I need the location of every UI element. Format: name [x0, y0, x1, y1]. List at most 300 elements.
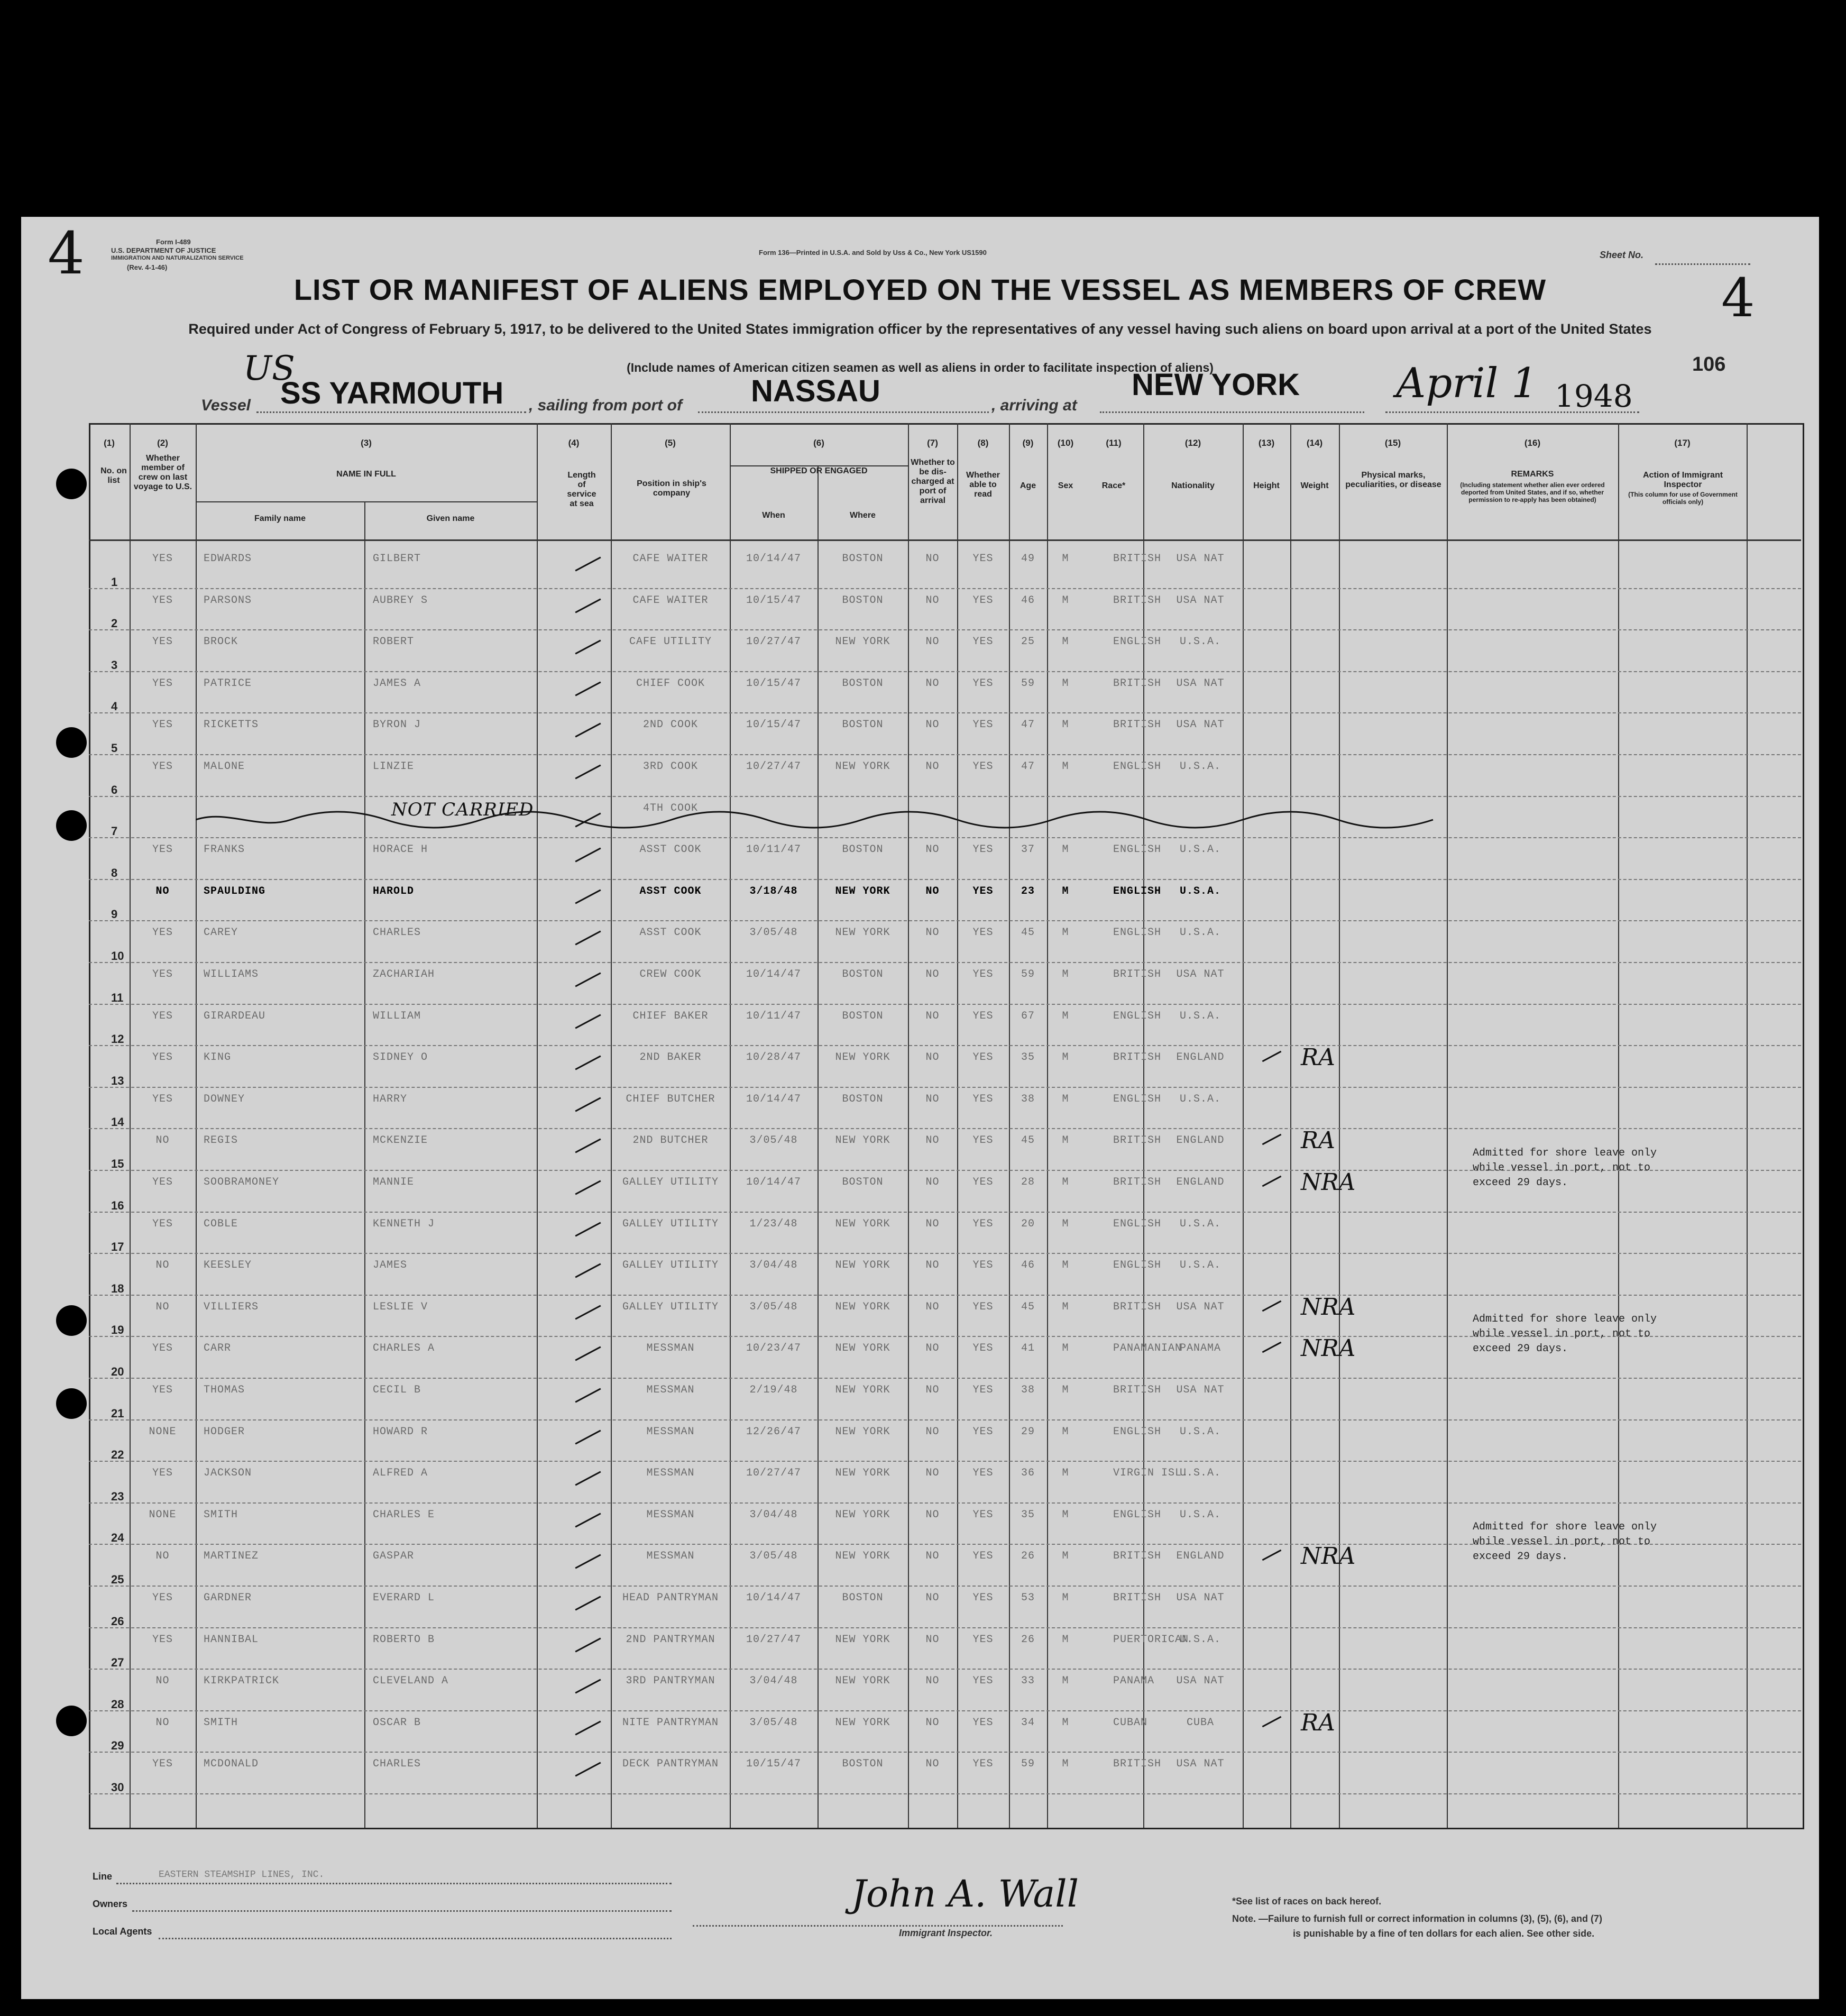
cell-shipped-when: 10/14/47	[746, 1093, 801, 1105]
inspector-mark: NRA	[1301, 1335, 1356, 1362]
cell-given-name: LINZIE	[373, 760, 415, 773]
row-number: 2	[111, 617, 118, 630]
cell-shipped-when: 3/04/48	[749, 1259, 798, 1272]
cell-able-to-read: YES	[972, 1384, 994, 1396]
col17-header: Action of Immigrant Inspector	[1642, 471, 1723, 489]
cell-race: ENGLISH	[1113, 927, 1162, 939]
table-row-divider	[89, 588, 1801, 589]
col13-number: (13)	[1258, 438, 1275, 448]
col-divider	[908, 423, 909, 1828]
cell-discharged: NO	[925, 1093, 940, 1105]
row-number: 11	[111, 991, 124, 1004]
agents-underline	[159, 1938, 672, 1939]
cell-family-name: SOOBRAMONEY	[204, 1176, 280, 1188]
cell-race: ENGLISH	[1113, 885, 1162, 897]
cell-age: 46	[1021, 594, 1035, 607]
cell-sex: M	[1062, 677, 1069, 690]
cell-nationality: USA NAT	[1176, 1384, 1225, 1396]
cell-age: 41	[1021, 1342, 1035, 1355]
cell-able-to-read: YES	[972, 1259, 994, 1272]
cell-able-to-read: YES	[972, 719, 994, 731]
cell-given-name: AUBREY S	[373, 594, 428, 607]
cell-given-name: JAMES	[373, 1259, 408, 1272]
cell-shipped-where: BOSTON	[842, 1592, 884, 1604]
cell-nationality: ENGLAND	[1176, 1051, 1225, 1064]
cell-shipped-where: NEW YORK	[835, 1675, 890, 1688]
cell-shipped-when: 1/23/48	[749, 1217, 798, 1230]
cell-able-to-read: YES	[972, 968, 994, 980]
cell-family-name: REGIS	[204, 1134, 238, 1147]
cell-previous-voyage: YES	[152, 760, 173, 773]
cell-sex: M	[1062, 1467, 1069, 1480]
cell-race: BRITISH	[1113, 1300, 1162, 1313]
handwritten-sheet-mark: 4	[48, 219, 85, 287]
cell-position: DECK PANTRYMAN	[622, 1758, 719, 1771]
cell-age: 29	[1021, 1425, 1035, 1438]
cell-position: ASST COOK	[639, 885, 702, 897]
cell-nationality: USA NAT	[1176, 1758, 1225, 1771]
line-label: Line	[93, 1871, 113, 1882]
not-carried-strike-line	[196, 804, 1465, 836]
cell-shipped-where: NEW YORK	[835, 1425, 890, 1438]
cell-given-name: HARRY	[373, 1093, 408, 1105]
col4-header: Length of service at sea	[567, 471, 596, 508]
cell-nationality: ENGLAND	[1176, 1134, 1225, 1147]
col-divider	[537, 423, 538, 1828]
cell-family-name: RICKETTS	[204, 719, 259, 731]
cell-race: ENGLISH	[1113, 1093, 1162, 1105]
cell-shipped-where: NEW YORK	[835, 1550, 890, 1563]
form-department: U.S. DEPARTMENT OF JUSTICE	[111, 246, 216, 254]
cell-position: GALLEY UTILITY	[622, 1259, 719, 1272]
cell-shipped-where: NEW YORK	[835, 1134, 890, 1147]
cell-shipped-where: NEW YORK	[835, 1633, 890, 1646]
cell-previous-voyage: YES	[152, 1758, 173, 1771]
cell-discharged: NO	[925, 1342, 940, 1355]
inspector-mark: RA	[1301, 1044, 1335, 1071]
cell-able-to-read: YES	[972, 1093, 994, 1105]
cell-race: VIRGIN ISL.	[1113, 1467, 1189, 1480]
cell-given-name: BYRON J	[373, 719, 421, 731]
cell-able-to-read: YES	[972, 1592, 994, 1604]
cell-nationality: USA NAT	[1176, 594, 1225, 607]
table-row-divider	[89, 1253, 1801, 1254]
cell-able-to-read: YES	[972, 1010, 994, 1022]
cell-sex: M	[1062, 1550, 1069, 1563]
cell-shipped-when: 10/14/47	[746, 1176, 801, 1188]
cell-sex: M	[1062, 1300, 1069, 1313]
inspector-mark: RA	[1301, 1709, 1335, 1736]
cell-discharged: NO	[925, 1425, 940, 1438]
table-row-divider	[89, 1586, 1801, 1587]
cell-able-to-read: YES	[972, 1675, 994, 1688]
cell-sex: M	[1062, 1758, 1069, 1771]
cell-age: 36	[1021, 1467, 1035, 1480]
cell-race: PANAMA	[1113, 1675, 1155, 1688]
cell-family-name: DOWNEY	[204, 1093, 245, 1105]
cell-discharged: NO	[925, 927, 940, 939]
cell-discharged: NO	[925, 1134, 940, 1147]
cell-able-to-read: YES	[972, 636, 994, 648]
cell-position: MESSMAN	[646, 1550, 695, 1563]
cell-age: 38	[1021, 1384, 1035, 1396]
binder-hole	[56, 727, 87, 758]
cell-shipped-where: NEW YORK	[835, 1217, 890, 1230]
col8-header: Whether able to read	[966, 471, 1000, 499]
cell-sex: M	[1062, 1508, 1069, 1521]
cell-previous-voyage: YES	[152, 844, 173, 856]
cell-given-name: JAMES A	[373, 677, 421, 690]
table-row-divider	[89, 962, 1801, 963]
table-row-divider	[89, 1378, 1801, 1379]
cell-sex: M	[1062, 1259, 1069, 1272]
cell-able-to-read: YES	[972, 553, 994, 565]
cell-age: 28	[1021, 1176, 1035, 1188]
cell-shipped-where: BOSTON	[842, 1093, 884, 1105]
cell-shipped-when: 10/11/47	[746, 844, 801, 856]
cell-given-name: HOWARD R	[373, 1425, 428, 1438]
remark-text: exceed 29 days.	[1473, 1343, 1568, 1355]
cell-nationality: U.S.A.	[1179, 885, 1221, 897]
manifest-page	[21, 217, 1819, 1999]
cell-discharged: NO	[925, 844, 940, 856]
cell-able-to-read: YES	[972, 1217, 994, 1230]
table-row-divider	[89, 1087, 1801, 1088]
cell-able-to-read: YES	[972, 1176, 994, 1188]
cell-given-name: OSCAR B	[373, 1716, 421, 1729]
cell-position: HEAD PANTRYMAN	[622, 1592, 719, 1604]
remark-text: while vessel in port, not to	[1473, 1536, 1651, 1548]
cell-position: MESSMAN	[646, 1425, 695, 1438]
col14-header: Weight	[1300, 481, 1329, 490]
col16-subheader: (Including statement whether alien ever ordered deported from United States, and if so, whether permission to re-apply has been obtained)	[1460, 481, 1605, 503]
table-row-divider	[89, 796, 1801, 797]
cell-family-name: BROCK	[204, 636, 238, 648]
table-row-divider	[89, 671, 1801, 672]
cell-discharged: NO	[925, 1217, 940, 1230]
cell-able-to-read: YES	[972, 885, 994, 897]
cell-previous-voyage: NO	[155, 1134, 170, 1147]
col-divider	[1009, 423, 1010, 1828]
cell-sex: M	[1062, 1051, 1069, 1064]
col12-number: (12)	[1184, 438, 1201, 448]
cell-race: PUERTORICAN	[1113, 1633, 1189, 1646]
col15-header: Physical marks, peculiarities, or disease	[1345, 471, 1441, 489]
arriving-label: , arriving at	[991, 397, 1077, 414]
cell-nationality: U.S.A.	[1179, 1425, 1221, 1438]
row-number: 25	[111, 1573, 124, 1586]
inclusion-note: (Include names of American citizen seamen as well as aliens in order to facilitate inspection of aliens)	[627, 361, 1214, 374]
remark-text: while vessel in port, not to	[1473, 1162, 1651, 1174]
cell-shipped-when: 10/27/47	[746, 760, 801, 773]
cell-family-name: NOT CARRIED	[391, 799, 534, 820]
cell-age: 23	[1021, 885, 1035, 897]
cell-able-to-read: YES	[972, 844, 994, 856]
cell-discharged: NO	[925, 677, 940, 690]
cell-given-name: ALFRED A	[373, 1467, 428, 1480]
cell-family-name: WILLIAMS	[204, 968, 259, 980]
cell-race: BRITISH	[1113, 1592, 1162, 1604]
col-divider	[1243, 423, 1244, 1828]
col7-header: Whether to be dis-charged at port of arrival	[911, 458, 955, 505]
remark-text: while vessel in port, not to	[1473, 1328, 1651, 1341]
col4-number: (4)	[568, 438, 580, 448]
table-row-divider	[89, 920, 1801, 921]
col11-header: Race*	[1101, 481, 1126, 490]
cell-shipped-when: 10/15/47	[746, 594, 801, 607]
cell-race: ENGLISH	[1113, 1425, 1162, 1438]
cell-given-name: ROBERTO B	[373, 1633, 435, 1646]
form-service: IMMIGRATION AND NATURALIZATION SERVICE	[111, 255, 244, 261]
cell-position: GALLEY UTILITY	[622, 1217, 719, 1230]
cell-shipped-where: BOSTON	[842, 677, 884, 690]
col-divider	[130, 423, 131, 1828]
row-number: 29	[111, 1739, 124, 1753]
row-number: 16	[111, 1198, 124, 1212]
cell-race: ENGLISH	[1113, 636, 1162, 648]
cell-able-to-read: YES	[972, 1342, 994, 1355]
cell-shipped-where: NEW YORK	[835, 1716, 890, 1729]
cell-shipped-when: 10/14/47	[746, 1592, 801, 1604]
binder-hole	[56, 1388, 87, 1419]
cell-position: MESSMAN	[646, 1467, 695, 1480]
row-number: 13	[111, 1074, 124, 1087]
cell-position: CHIEF BAKER	[632, 1010, 709, 1022]
cell-previous-voyage: NO	[155, 885, 170, 897]
col1-number: (1)	[104, 438, 115, 448]
cell-family-name: VILLIERS	[204, 1300, 259, 1313]
cell-previous-voyage: YES	[152, 1342, 173, 1355]
cell-nationality: U.S.A.	[1179, 1010, 1221, 1022]
cell-shipped-where: NEW YORK	[835, 1342, 890, 1355]
cell-family-name: EDWARDS	[204, 553, 252, 565]
cell-given-name: ZACHARIAH	[373, 968, 435, 980]
col-divider	[957, 423, 958, 1828]
cell-able-to-read: YES	[972, 1134, 994, 1147]
cell-able-to-read: YES	[972, 1758, 994, 1771]
cell-age: 35	[1021, 1508, 1035, 1521]
remark-text: Admitted for shore leave only	[1473, 1147, 1657, 1159]
cell-able-to-read: YES	[972, 927, 994, 939]
cell-shipped-where: BOSTON	[842, 844, 884, 856]
cell-family-name: GIRARDEAU	[204, 1010, 266, 1022]
cell-shipped-where: NEW YORK	[835, 1259, 890, 1272]
cell-position: CAFE WAITER	[632, 594, 709, 607]
inspector-mark: RA	[1301, 1127, 1335, 1154]
cell-able-to-read: YES	[972, 760, 994, 773]
cell-age: 45	[1021, 927, 1035, 939]
cell-sex: M	[1062, 636, 1069, 648]
col17-number: (17)	[1674, 438, 1691, 448]
row-number: 9	[111, 908, 118, 921]
row-number: 26	[111, 1614, 124, 1628]
col15-number: (15)	[1384, 438, 1401, 448]
cell-previous-voyage: NO	[155, 1259, 170, 1272]
row-number: 6	[111, 783, 118, 796]
col13-header: Height	[1253, 481, 1280, 490]
cell-family-name: KING	[204, 1051, 232, 1064]
cell-shipped-when: 12/26/47	[746, 1425, 801, 1438]
form-number: Form I-489	[156, 238, 191, 246]
cell-given-name: MANNIE	[373, 1176, 415, 1188]
cell-shipped-when: 10/27/47	[746, 636, 801, 648]
cell-race: ENGLISH	[1113, 844, 1162, 856]
cell-sex: M	[1062, 885, 1069, 897]
cell-previous-voyage: YES	[152, 1384, 173, 1396]
cell-previous-voyage: NO	[155, 1300, 170, 1313]
cell-discharged: NO	[925, 553, 940, 565]
cell-discharged: NO	[925, 1550, 940, 1563]
cell-family-name: MARTINEZ	[204, 1550, 259, 1563]
cell-age: 38	[1021, 1093, 1035, 1105]
cell-nationality: U.S.A.	[1179, 1467, 1221, 1480]
cell-race: BRITISH	[1113, 1384, 1162, 1396]
cell-race: BRITISH	[1113, 1550, 1162, 1563]
cell-given-name: WILLIAM	[373, 1010, 421, 1022]
cell-given-name: CECIL B	[373, 1384, 421, 1396]
cell-given-name: CHARLES E	[373, 1508, 435, 1521]
date-line	[1385, 411, 1639, 413]
cell-shipped-when: 10/14/47	[746, 553, 801, 565]
cell-sex: M	[1062, 1093, 1069, 1105]
name-subheader-line	[196, 501, 537, 502]
cell-discharged: NO	[925, 1633, 940, 1646]
cell-previous-voyage: YES	[152, 1051, 173, 1064]
cell-previous-voyage: YES	[152, 1592, 173, 1604]
table-row-divider	[89, 754, 1801, 755]
cell-sex: M	[1062, 594, 1069, 607]
cell-previous-voyage: YES	[152, 1633, 173, 1646]
cell-position: 2ND PANTRYMAN	[626, 1633, 715, 1646]
row-number: 5	[111, 741, 118, 755]
cell-shipped-when: 10/23/47	[746, 1342, 801, 1355]
cell-sex: M	[1062, 968, 1069, 980]
note-label: Note.	[1232, 1913, 1256, 1924]
cell-discharged: NO	[925, 885, 940, 897]
cell-nationality: U.S.A.	[1179, 636, 1221, 648]
cell-previous-voyage: YES	[152, 1093, 173, 1105]
row-number: 20	[111, 1365, 124, 1378]
cell-nationality: U.S.A.	[1179, 1633, 1221, 1646]
row-number: 12	[111, 1032, 124, 1046]
cell-shipped-where: NEW YORK	[835, 1300, 890, 1313]
col8-number: (8)	[977, 438, 989, 448]
cell-family-name: SMITH	[204, 1508, 238, 1521]
cell-family-name: PATRICE	[204, 677, 252, 690]
cell-able-to-read: YES	[972, 1716, 994, 1729]
cell-shipped-where: BOSTON	[842, 968, 884, 980]
col3-given-header: Given name	[426, 514, 475, 523]
note-text-2: is punishable by a fine of ten dollars for each alien. See other side.	[1293, 1928, 1595, 1939]
row-number: 18	[111, 1281, 124, 1295]
table-row-divider	[89, 1752, 1801, 1753]
line-underline	[116, 1883, 672, 1884]
cell-position: 3RD COOK	[642, 760, 698, 773]
col-divider	[1047, 423, 1048, 1828]
cell-race: BRITISH	[1113, 968, 1162, 980]
cell-position: MESSMAN	[646, 1342, 695, 1355]
inspector-label: Immigrant Inspector.	[899, 1928, 993, 1938]
cell-sex: M	[1062, 1716, 1069, 1729]
sheet-number-line	[1655, 263, 1750, 265]
cell-given-name: SIDNEY O	[373, 1051, 428, 1064]
cell-position: CAFE WAITER	[632, 553, 709, 565]
table-row-divider	[89, 712, 1801, 713]
cell-nationality: PANAMA	[1179, 1342, 1221, 1355]
cell-nationality: CUBA	[1186, 1716, 1214, 1729]
cell-family-name: HODGER	[204, 1425, 245, 1438]
cell-discharged: NO	[925, 1592, 940, 1604]
row-number: 30	[111, 1781, 124, 1794]
cell-age: 67	[1021, 1010, 1035, 1022]
cell-discharged: NO	[925, 1467, 940, 1480]
cell-previous-voyage: NONE	[149, 1508, 177, 1521]
cell-shipped-when: 3/05/48	[749, 1134, 798, 1147]
cell-nationality: USA NAT	[1176, 719, 1225, 731]
row-number: 21	[111, 1406, 124, 1420]
cell-previous-voyage: YES	[152, 1176, 173, 1188]
remark-text: exceed 29 days.	[1473, 1551, 1568, 1563]
arrival-line	[1100, 411, 1364, 413]
cell-shipped-where: NEW YORK	[835, 927, 890, 939]
cell-nationality: U.S.A.	[1179, 1508, 1221, 1521]
table-row-divider	[89, 1419, 1801, 1421]
col-divider	[730, 423, 731, 1828]
race-note: *See list of races on back hereof.	[1232, 1896, 1382, 1907]
cell-previous-voyage: YES	[152, 1010, 173, 1022]
cell-nationality: USA NAT	[1176, 677, 1225, 690]
col-divider	[1339, 423, 1340, 1828]
cell-able-to-read: YES	[972, 677, 994, 690]
cell-able-to-read: YES	[972, 1550, 994, 1563]
cell-age: 37	[1021, 844, 1035, 856]
cell-position: GALLEY UTILITY	[622, 1300, 719, 1313]
cell-nationality: U.S.A.	[1179, 1093, 1221, 1105]
cell-race: CUBAN	[1113, 1716, 1148, 1729]
col-divider	[1143, 423, 1144, 1828]
cell-shipped-when: 10/15/47	[746, 677, 801, 690]
arrival-date: April 1	[1396, 360, 1538, 407]
binder-hole	[56, 469, 87, 499]
cell-given-name: HAROLD	[373, 885, 415, 897]
cell-shipped-where: NEW YORK	[835, 1467, 890, 1480]
cell-position: 2ND BUTCHER	[632, 1134, 709, 1147]
cell-age: 34	[1021, 1716, 1035, 1729]
cell-given-name: GASPAR	[373, 1550, 415, 1563]
col10-number: (10)	[1057, 438, 1074, 448]
sailing-from-label: , sailing from port of	[529, 397, 682, 414]
cell-family-name: KEESLEY	[204, 1259, 252, 1272]
page-title: LIST OR MANIFEST OF ALIENS EMPLOYED ON THE VESSEL AS MEMBERS OF CREW	[293, 273, 1547, 306]
cell-discharged: NO	[925, 1675, 940, 1688]
cell-family-name: COBLE	[204, 1217, 238, 1230]
row-number: 17	[111, 1240, 124, 1254]
cell-shipped-when: 3/18/48	[749, 885, 798, 897]
col-divider	[1618, 423, 1619, 1828]
cell-sex: M	[1062, 1425, 1069, 1438]
row-number: 3	[111, 658, 118, 672]
vessel-annotation: US	[243, 349, 295, 388]
owners-label: Owners	[93, 1899, 128, 1909]
cell-sex: M	[1062, 553, 1069, 565]
col-divider	[1447, 423, 1448, 1828]
inspector-signature: John A. Wall	[851, 1872, 1079, 1916]
table-row-divider	[89, 1461, 1801, 1462]
table-row-divider	[89, 837, 1801, 838]
cell-discharged: NO	[925, 760, 940, 773]
cell-discharged: NO	[925, 1384, 940, 1396]
cell-previous-voyage: YES	[152, 968, 173, 980]
